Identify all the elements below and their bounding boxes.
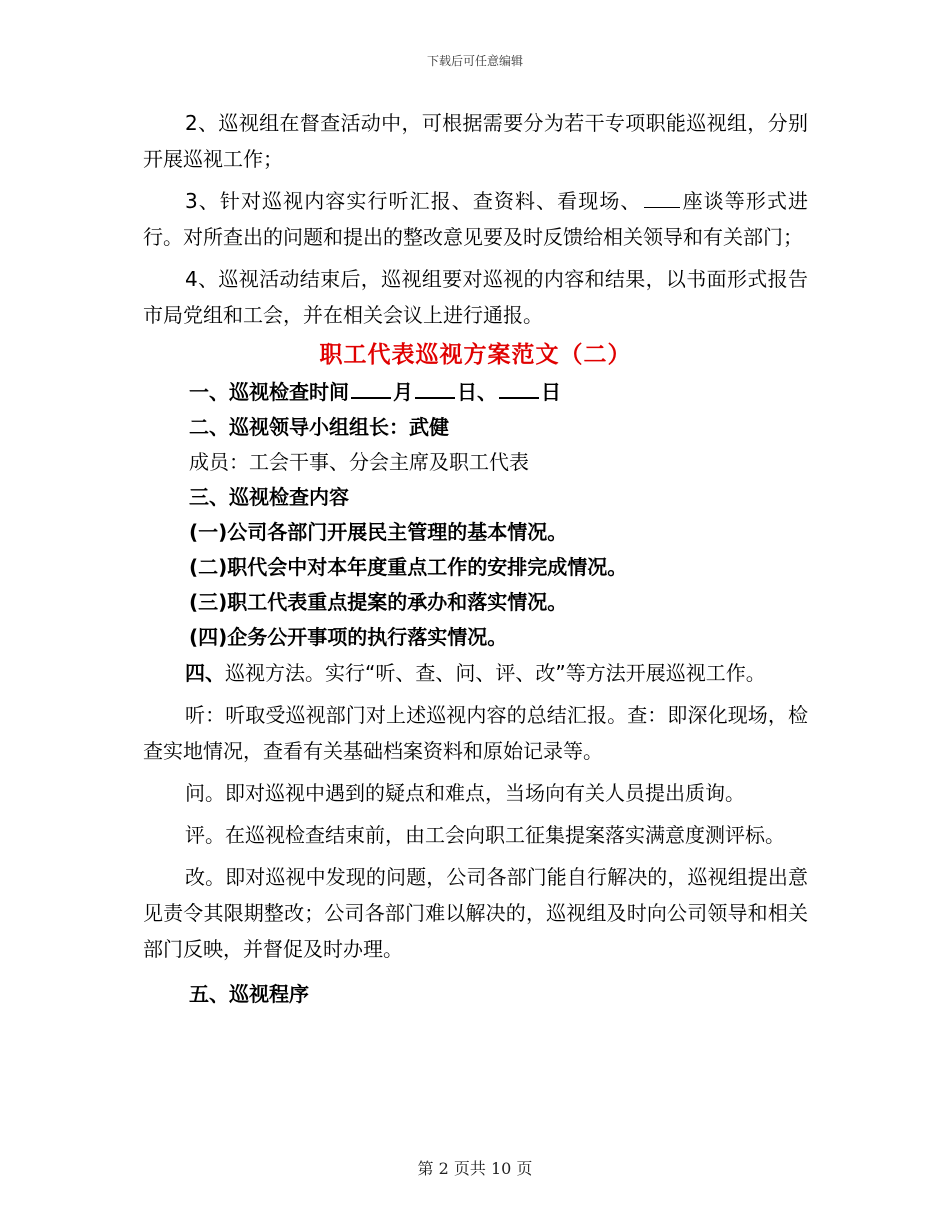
method-ting-cha: 听：听取受巡视部门对上述巡视内容的总结汇报。查：即深化现场，检查实地情况，查看有关基础档案资料和原始记录等。: [143, 703, 808, 763]
method-wen: 问。即对巡视中遇到的疑点和难点，当场向有关人员提出质询。: [185, 781, 745, 805]
section-4-text: 巡视方法。实行“听、查、问、评、改”等方法开展巡视工作。: [225, 661, 766, 685]
section-4-label: 四、: [185, 661, 225, 685]
method-gai: 改。即对巡视中发现的问题，公司各部门能自行解决的，巡视组提出意见责令其限期整改；公司各部门难以解决的，巡视组及时向公司领导和相关部门反映，并督促及时办理。: [143, 865, 808, 961]
members-line: 成员：工会干事、分会主席及职工代表: [189, 450, 529, 474]
page-header: 下载后可任意编辑: [426, 54, 523, 68]
inspection-item-2: (二)职代会中对本年度重点工作的安排完成情况。: [189, 555, 628, 579]
day-label-1: 日、: [457, 380, 497, 404]
section-2-leader: 二、巡视领导小组组长：武健: [189, 415, 449, 439]
paragraph-item-4: 4、巡视活动结束后，巡视组要对巡视的内容和结果，以书面形式报告市局党组和工会，并在相关会议上进行通报。: [143, 267, 808, 327]
day-blank-1: [415, 377, 455, 399]
inspection-item-4: (四)企务公开事项的执行落实情况。: [189, 625, 508, 649]
day-blank-2: [499, 377, 539, 399]
section-1-inspection-time: [143, 375, 808, 410]
section-5-heading: 五、巡视程序: [189, 982, 309, 1006]
method-ping: 评。在巡视检查结束前，由工会向职工征集提案落实满意度测评标。: [185, 823, 785, 847]
paragraph-item-3: [143, 183, 808, 255]
page-footer: 第 2 页共 10 页: [417, 1159, 533, 1178]
inspection-item-1: (一)公司各部门开展民主管理的基本情况。: [189, 520, 568, 544]
document-title: 职工代表巡视方案范文（二）: [319, 341, 632, 368]
document-body: [143, 105, 808, 1012]
inspection-item-3: (三)职工代表重点提案的承办和落实情况。: [189, 590, 568, 614]
section-3-heading: 三、巡视检查内容: [189, 485, 349, 509]
paragraph-item-3-part-a: 3、针对巡视内容实行听汇报、查资料、看现场、: [185, 189, 642, 213]
day-label-2: 日: [541, 380, 561, 404]
paragraph-item-2: 2、巡视组在督查活动中，可根据需要分为若干专项职能巡视组，分别开展巡视工作；: [143, 111, 808, 171]
section-1-label: 一、巡视检查时间: [189, 380, 349, 404]
paragraph-item-3-part-b: 座谈等形式进行。对所查出的问题和提出的整改意见要及时反馈给相关领导和有关部门；: [143, 189, 809, 249]
fill-blank: [644, 187, 680, 208]
month-label: 月: [393, 380, 413, 404]
month-blank: [351, 377, 391, 399]
section-4-methods: [143, 655, 808, 691]
